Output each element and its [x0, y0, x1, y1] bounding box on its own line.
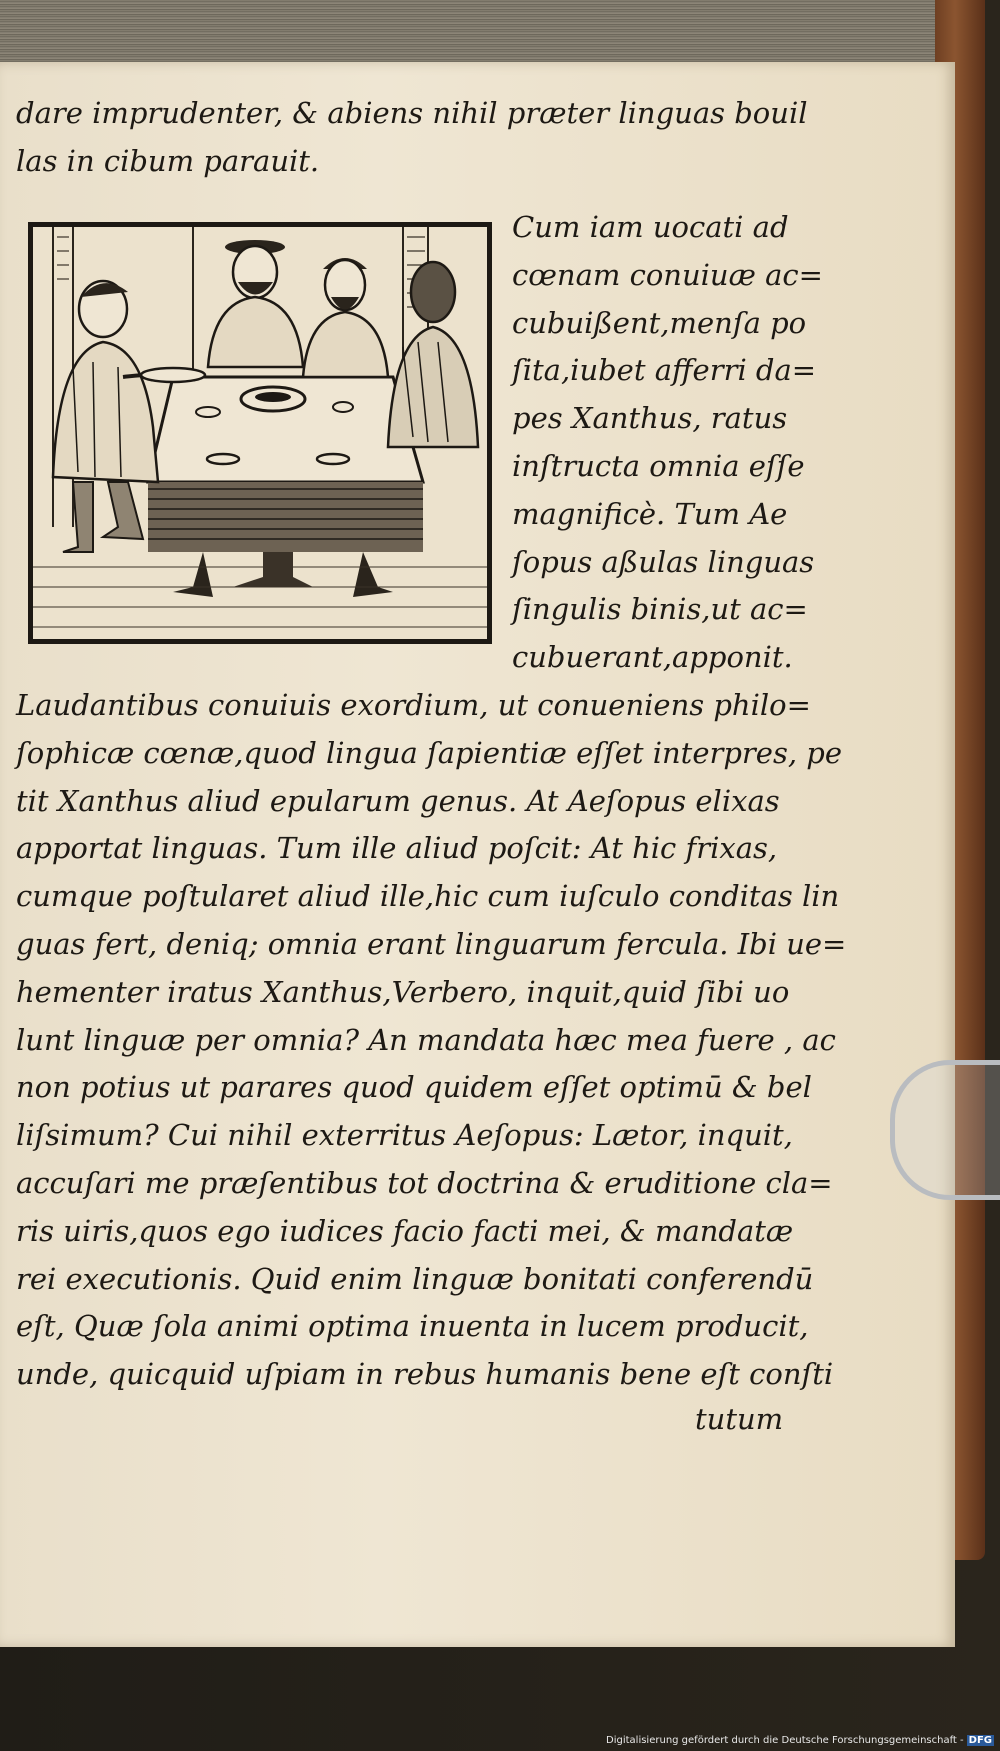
text-line: ſophicæ cœnæ,quod lingua ſapientiæ eſſet interpres, pe: [16, 735, 842, 770]
catchword: tutum: [695, 1402, 784, 1436]
dfg-logo: DFG: [968, 1735, 992, 1746]
text-line: guas fert, deniq; omnia erant linguarum fercula. Ibi ue=: [16, 926, 847, 961]
text-line: Cum iam uocati ad: [512, 210, 789, 244]
text-line: inſtructa omnia eſſe: [512, 448, 805, 483]
main-text: [16, 682, 847, 1399]
text-line: dare imprudenter, & abiens nihil præter linguas bouil: [16, 96, 808, 130]
page-edges: [0, 0, 955, 62]
text-line: tit Xanthus aliud epularum genus. At Aeſopus elixas: [16, 783, 780, 818]
side-text: [512, 204, 823, 682]
text-line: las in cibum parauit.: [16, 143, 320, 178]
text-line: pes Xanthus, ratus: [512, 401, 788, 436]
text-line: hementer iratus Xanthus,Verbero, inquit,quid ſibi uo: [16, 974, 790, 1009]
page-clip: [890, 1060, 1000, 1200]
text-line: liſsimum? Cui nihil exterritus Aeſopus: Lætor, inquit,: [16, 1118, 793, 1153]
text-line: lunt linguæ per omnia? An mandata hæc mea fuere , ac: [16, 1022, 836, 1057]
text-line: cubuißent,menſa po: [512, 305, 807, 340]
text-line: Laudantibus conuiuis exordium, ut conueniens philo=: [16, 688, 811, 722]
text-line: cumque poſtularet aliud ille,hic cum iuſculo conditas lin: [16, 879, 840, 914]
woodcut-image: [33, 227, 487, 639]
text-line: rei executionis. Quid enim linguæ bonitati conferendū: [16, 1261, 814, 1296]
text-line: eſt, Quæ ſola animi optima inuenta in lucem producit,: [16, 1309, 809, 1344]
text-line: cœnam conuiuæ ac=: [512, 257, 823, 292]
top-text: [16, 90, 806, 186]
text-line: ſingulis binis,ut ac=: [512, 592, 808, 627]
text-line: magnificè. Tum Ae: [512, 496, 788, 531]
text-line: cubuerant,apponit.: [512, 640, 793, 675]
text-line: ſita,iubet afferri da=: [512, 353, 817, 388]
text-line: ſopus aßulas linguas: [512, 544, 815, 579]
text-line: unde, quicquid uſpiam in rebus humanis bene eſt conſti: [16, 1357, 834, 1392]
digitization-credit: [606, 1735, 994, 1746]
text-line: apportat linguas. Tum ille aliud poſcit: At hic frixas,: [16, 831, 778, 866]
woodcut-illustration: [28, 222, 492, 644]
text-line: ris uiris,quos ego iudices facio facti mei, & mandatæ: [16, 1213, 794, 1248]
text-line: accuſari me præſentibus tot doctrina & eruditione cla=: [16, 1165, 833, 1200]
credit-text: Digitalisierung gefördert durch die Deutsche Forschungsgemeinschaft -: [606, 1735, 964, 1746]
text-line: non potius ut parares quod quidem eſſet optimū & bel: [16, 1070, 812, 1105]
